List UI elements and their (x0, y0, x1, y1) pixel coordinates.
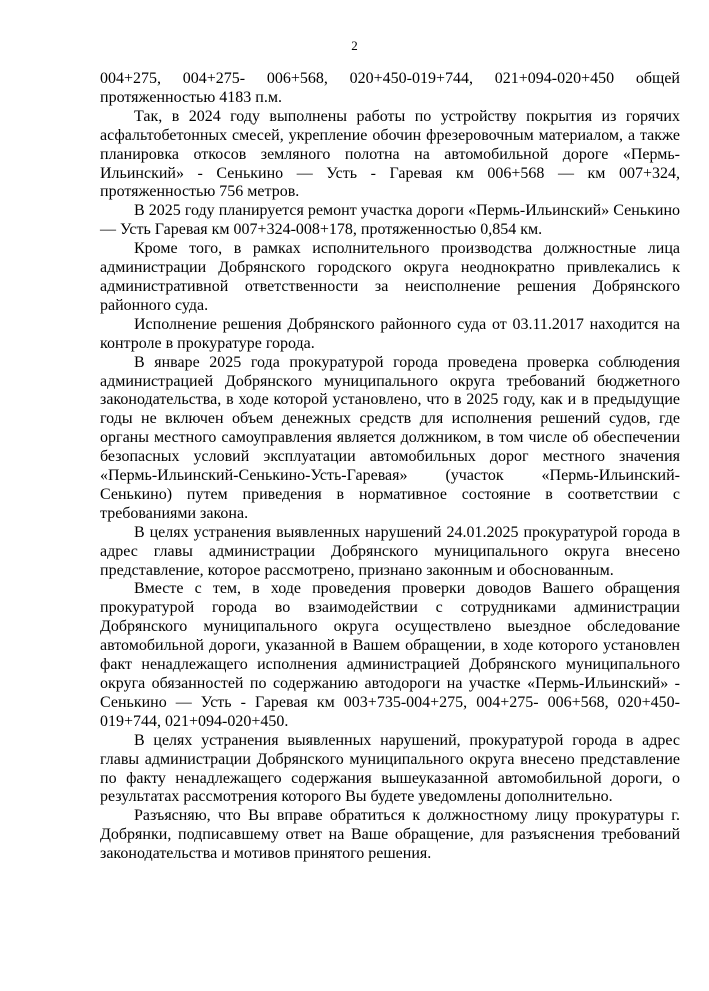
paragraph-appeal-rights: Разъясняю, что Вы вправе обратиться к должностному лицу прокуратуры г. Добрянки, подписавшему ответ на Ваше обращение, для разъяснения требований законодательства и мотивов принятого решения. (100, 807, 680, 863)
paragraph-second-representation: В целях устранения выявленных нарушений, прокуратурой города в адрес главы администрации Добрянского муниципального округа внесено представление по факту ненадлежащего содержания вышеуказанной автомобильной дороги, о результатах рассмотрения которого Вы будете уведомлены дополнительно. (100, 731, 680, 806)
paragraph-2024-works: Так, в 2024 году выполнены работы по устройству покрытия из горячих асфальтобетонных смесей, укрепление обочин фрезеровочным материалом, а также планировка откосов земляного полотна на автомобильной дороге «Пермь-Ильинский» - Сенькино — Усть - Гаревая км 006+568 — км 007+324, протяженностью 756 метров. (100, 107, 680, 201)
page-number: 2 (351, 38, 358, 53)
paragraph-administrative-liability: Кроме того, в рамках исполнительного производства должностные лица администрации Добрянского городского округа неоднократно привлекались к административной ответственности за неисполнение решения Добрянского районного суда. (100, 240, 680, 314)
paragraph-court-decision-control: Исполнение решения Добрянского районного суда от 03.11.2017 находится на контроле в прокуратуре города. (100, 315, 680, 352)
paragraph-2025-plan: В 2025 году планируется ремонт участка дороги «Пермь-Ильинский» Сенькино — Усть Гаревая км 007+324-008+178, протяженностью 0,854 км. (100, 202, 680, 239)
paragraph-field-inspection: Вместе с тем, в ходе проведения проверки доводов Вашего обращения прокуратурой города во взаимодействии с сотрудниками администрации Добрянского муниципального округа осуществлено выездное обследование автомобильной дороги, указанной в Вашем обращении, в ходе которого установлен факт ненадлежащего исполнения администрацией Добрянского муниципального округа обязанностей по содержанию автодороги на участке «Пермь-Ильинский» - Сенькино — Усть - Гаревая км 003+735-004+275, 004+275- 006+568, 020+450-019+744, 021+094-020+450. (100, 580, 680, 730)
paragraph-first-representation: В целях устранения выявленных нарушений 24.01.2025 прокуратурой города в адрес главы администрации Добрянского муниципального округа внесено представление, которое рассмотрено, признано законным и обоснованным. (100, 523, 680, 579)
paragraph-road-sections-continued: 004+275, 004+275- 006+568, 020+450-019+744, 021+094-020+450 общей протяженностью 4183 п.м. (100, 70, 680, 106)
letter-body (100, 70, 680, 864)
paragraph-budget-inspection: В январе 2025 года прокуратурой города проведена проверка соблюдения администрацией Добрянского муниципального округа требований бюджетного законодательства, в ходе которой установлено, что в 2025 году, как и в предыдущие годы не включен объем денежных средств для исполнения решений судов, где органы местного самоуправления является должником, в том числе об обеспечении безопасных условий эксплуатации автомобильных дорог местного значения «Пермь-Ильинский-Сенькино-Усть-Гаревая» (участок «Пермь-Ильинский-Сенькино) путем приведения в нормативное состояние в соответствии с требованиями закона. (100, 353, 680, 522)
